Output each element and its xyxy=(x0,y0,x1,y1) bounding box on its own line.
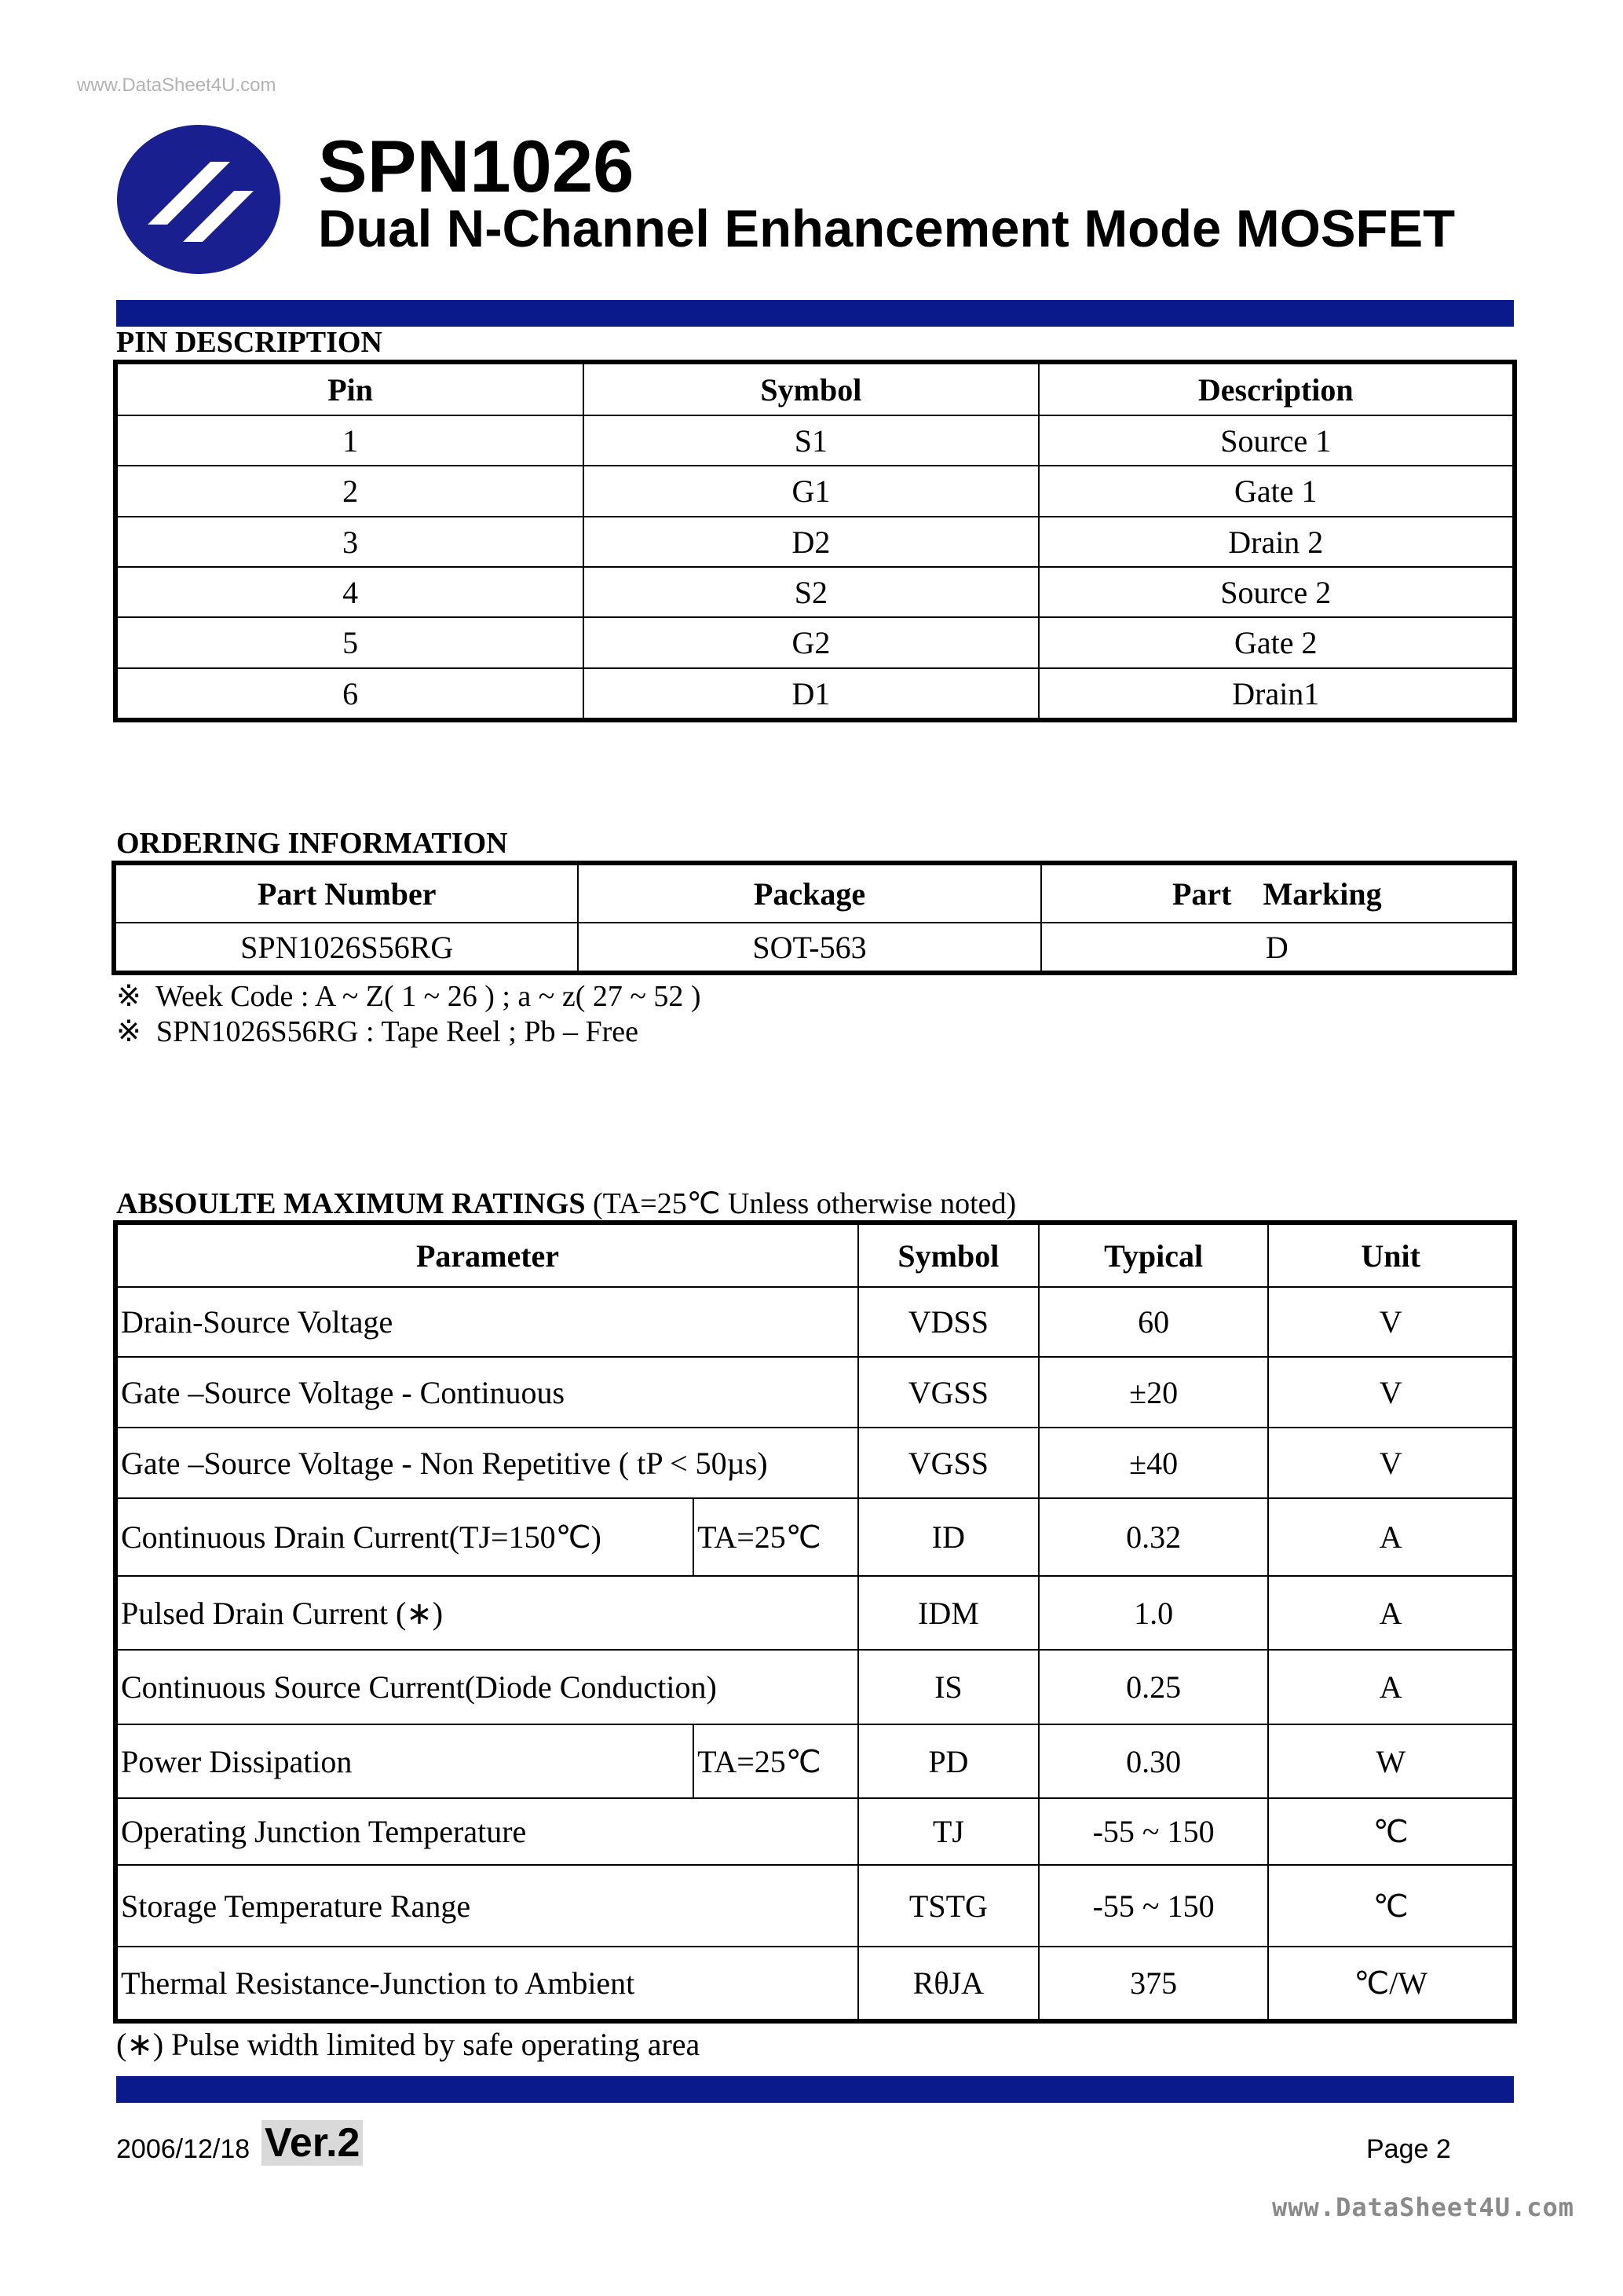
table-row: 6 D1 Drain1 xyxy=(117,668,1513,718)
product-subtitle: Dual N-Channel Enhancement Mode MOSFET xyxy=(318,199,1456,258)
package-header: Package xyxy=(578,865,1040,923)
table-row: Gate –Source Voltage - Continuous VGSS ±20 V xyxy=(117,1357,1513,1428)
footer-divider-bar xyxy=(116,2076,1514,2103)
footer-date: 2006/12/18 xyxy=(116,2134,250,2164)
ordering-table xyxy=(115,864,1514,972)
unit-header: Unit xyxy=(1268,1224,1513,1287)
footer-page-number: Page 2 xyxy=(1366,2134,1451,2164)
table-row: 1 S1 Source 1 xyxy=(117,415,1513,466)
table-row: 2 G1 Gate 1 xyxy=(117,466,1513,517)
part-number-header: Part Number xyxy=(115,865,578,923)
company-logo-icon xyxy=(116,124,281,275)
pin-description-table xyxy=(116,363,1514,719)
table-row: Pulsed Drain Current (∗) IDM 1.0 A xyxy=(117,1576,1513,1650)
table-row: Continuous Drain Current(TJ=150℃) TA=25℃ ID 0.32 A xyxy=(117,1498,1513,1576)
footer-version: Ver.2 xyxy=(261,2120,363,2166)
week-code-note: ※ Week Code : A ~ Z( 1 ~ 26 ) ; a ~ z( 27 ~ 52 ) xyxy=(116,980,701,1013)
table-row: 5 G2 Gate 2 xyxy=(117,617,1513,668)
table-row: Thermal Resistance-Junction to Ambient RθJA 375 ℃/W xyxy=(117,1947,1513,2020)
part-marking-header: Part Marking xyxy=(1041,865,1513,923)
parameter-header: Parameter xyxy=(117,1224,858,1287)
pin-header: Pin xyxy=(117,364,583,415)
product-title: SPN1026 xyxy=(318,125,634,207)
table-row: Continuous Source Current(Diode Conduction) IS 0.25 A xyxy=(117,1650,1513,1724)
table-row: SPN1026S56RG SOT-563 D xyxy=(115,923,1513,971)
tape-reel-note: ※ SPN1026S56RG : Tape Reel ; Pb – Free xyxy=(116,1015,638,1048)
table-row: Power Dissipation TA=25℃ PD 0.30 W xyxy=(117,1724,1513,1798)
watermark-top: www.DataSheet4U.com xyxy=(77,75,276,96)
symbol-header: Symbol xyxy=(583,364,1038,415)
table-row: Operating Junction Temperature TJ -55 ~ 150 ℃ xyxy=(117,1798,1513,1865)
table-row: Gate –Source Voltage - Non Repetitive ( tP < 50µs) VGSS ±40 V xyxy=(117,1428,1513,1498)
description-header: Description xyxy=(1039,364,1513,415)
table-row: Drain-Source Voltage VDSS 60 V xyxy=(117,1287,1513,1357)
header-divider-bar xyxy=(116,300,1514,327)
typical-header: Typical xyxy=(1039,1224,1269,1287)
table-row: Storage Temperature Range TSTG -55 ~ 150 ℃ xyxy=(117,1865,1513,1947)
table-row: 3 D2 Drain 2 xyxy=(117,517,1513,567)
table-row: 4 S2 Source 2 xyxy=(117,567,1513,617)
ratings-table xyxy=(116,1223,1514,2020)
ordering-information-title: ORDERING INFORMATION xyxy=(116,827,508,860)
pin-description-title: PIN DESCRIPTION xyxy=(116,326,382,359)
pulse-width-footnote: (∗) Pulse width limited by safe operating area xyxy=(116,2027,700,2062)
watermark-bottom: www.DataSheet4U.com xyxy=(1272,2192,1575,2222)
ratings-title-text: ABSOULTE MAXIMUM RATINGS xyxy=(116,1187,586,1220)
ratings-title xyxy=(116,1186,1016,1221)
ratings-title-note: (TA=25℃ Unless otherwise noted) xyxy=(593,1187,1017,1220)
symbol-header: Symbol xyxy=(858,1224,1039,1287)
